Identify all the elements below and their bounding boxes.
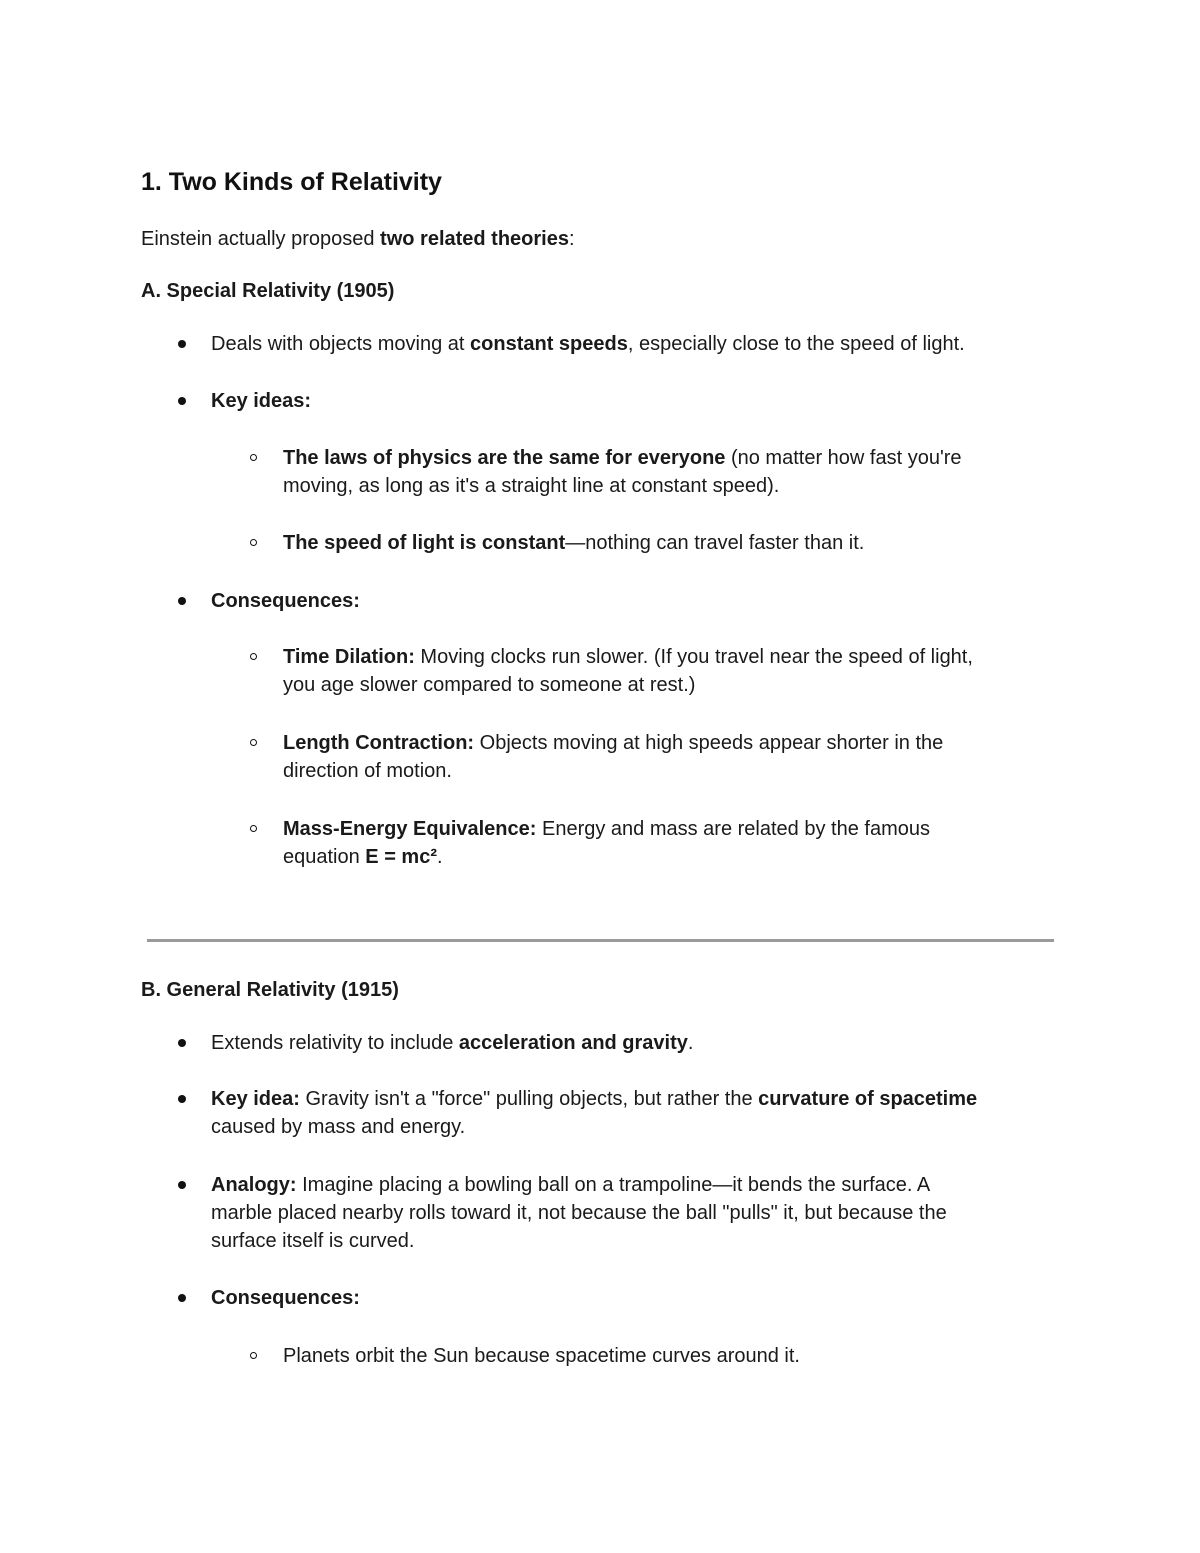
item-text: Imagine placing a bowling ball on a trampoline—it bends the surface. A [296,1174,931,1196]
intro-text: Einstein actually proposed [141,228,381,250]
item-text: moving, as long as it's a straight line at constant speed). [283,475,780,497]
circle-bullet-icon [250,739,257,746]
sub-list-item [283,643,973,699]
bullet-icon [178,1294,186,1302]
item-text: Deals with objects moving at [211,333,471,355]
sub-list-item: Planets orbit the Sun because spacetime curves around it. [283,1345,800,1367]
list-item [211,1085,977,1141]
item-text: you age slower compared to someone at rest.) [283,674,696,696]
equation: E = mc² [365,846,437,868]
intro-bold: two related theories [380,228,569,250]
item-bold: constant speeds [470,333,628,355]
bullet-icon [178,1039,186,1047]
horizontal-divider [147,939,1054,942]
item-text: Gravity isn't a "force" pulling objects, but rather the [299,1088,759,1110]
sub-list-item [283,729,943,785]
bullet-icon [178,1181,186,1189]
list-item [211,1171,947,1255]
circle-bullet-icon [250,1352,257,1359]
item-bold: Length Contraction: [283,732,475,754]
bullet-icon [178,340,186,348]
sub-list-item [283,444,962,500]
general-relativity-heading: B. General Relativity (1915) [141,979,399,1001]
item-text: caused by mass and energy. [211,1116,466,1138]
list-item-consequences: Consequences: [211,590,360,612]
item-bold: The speed of light is constant [283,532,566,554]
page-title: 1. Two Kinds of Relativity [141,168,442,196]
bullet-icon [178,1095,186,1103]
item-text: surface itself is curved. [211,1230,415,1252]
item-bold: Mass-Energy Equivalence: [283,818,537,840]
bullet-icon [178,397,186,405]
circle-bullet-icon [250,454,257,461]
item-bold: Analogy: [211,1174,297,1196]
item-bold: Key idea: [211,1088,300,1110]
item-text: Extends relativity to include [211,1032,459,1054]
sub-list-item [283,529,864,557]
item-text: —nothing can travel faster than it. [565,532,865,554]
item-text: . [437,846,443,868]
item-bold: Time Dilation: [283,646,415,668]
list-item-key-ideas: Key ideas: [211,390,312,412]
intro-paragraph [141,225,575,253]
item-text: , especially close to the speed of light. [627,333,965,355]
item-text: marble placed nearby rolls toward it, not because the ball "pulls" it, but because the [211,1202,947,1224]
item-text: Energy and mass are related by the famous [536,818,930,840]
circle-bullet-icon [250,653,257,660]
intro-suffix: : [568,228,575,250]
sub-list-item [283,815,930,871]
item-text: . [687,1032,694,1054]
list-item [211,330,965,358]
item-bold: The laws of physics are the same for everyone [283,447,726,469]
special-relativity-heading: A. Special Relativity (1905) [141,280,395,302]
item-text: Moving clocks run slower. (If you travel near the speed of light, [414,646,973,668]
item-text: Objects moving at high speeds appear shorter in the [474,732,944,754]
item-text: equation [283,846,366,868]
list-item [211,1029,693,1057]
bullet-icon [178,597,186,605]
item-bold: acceleration and gravity [458,1032,688,1054]
item-text: direction of motion. [283,760,452,782]
list-item-consequences: Consequences: [211,1287,360,1309]
item-bold: curvature of spacetime [758,1088,978,1110]
circle-bullet-icon [250,825,257,832]
circle-bullet-icon [250,539,257,546]
item-text: (no matter how fast you're [725,447,962,469]
